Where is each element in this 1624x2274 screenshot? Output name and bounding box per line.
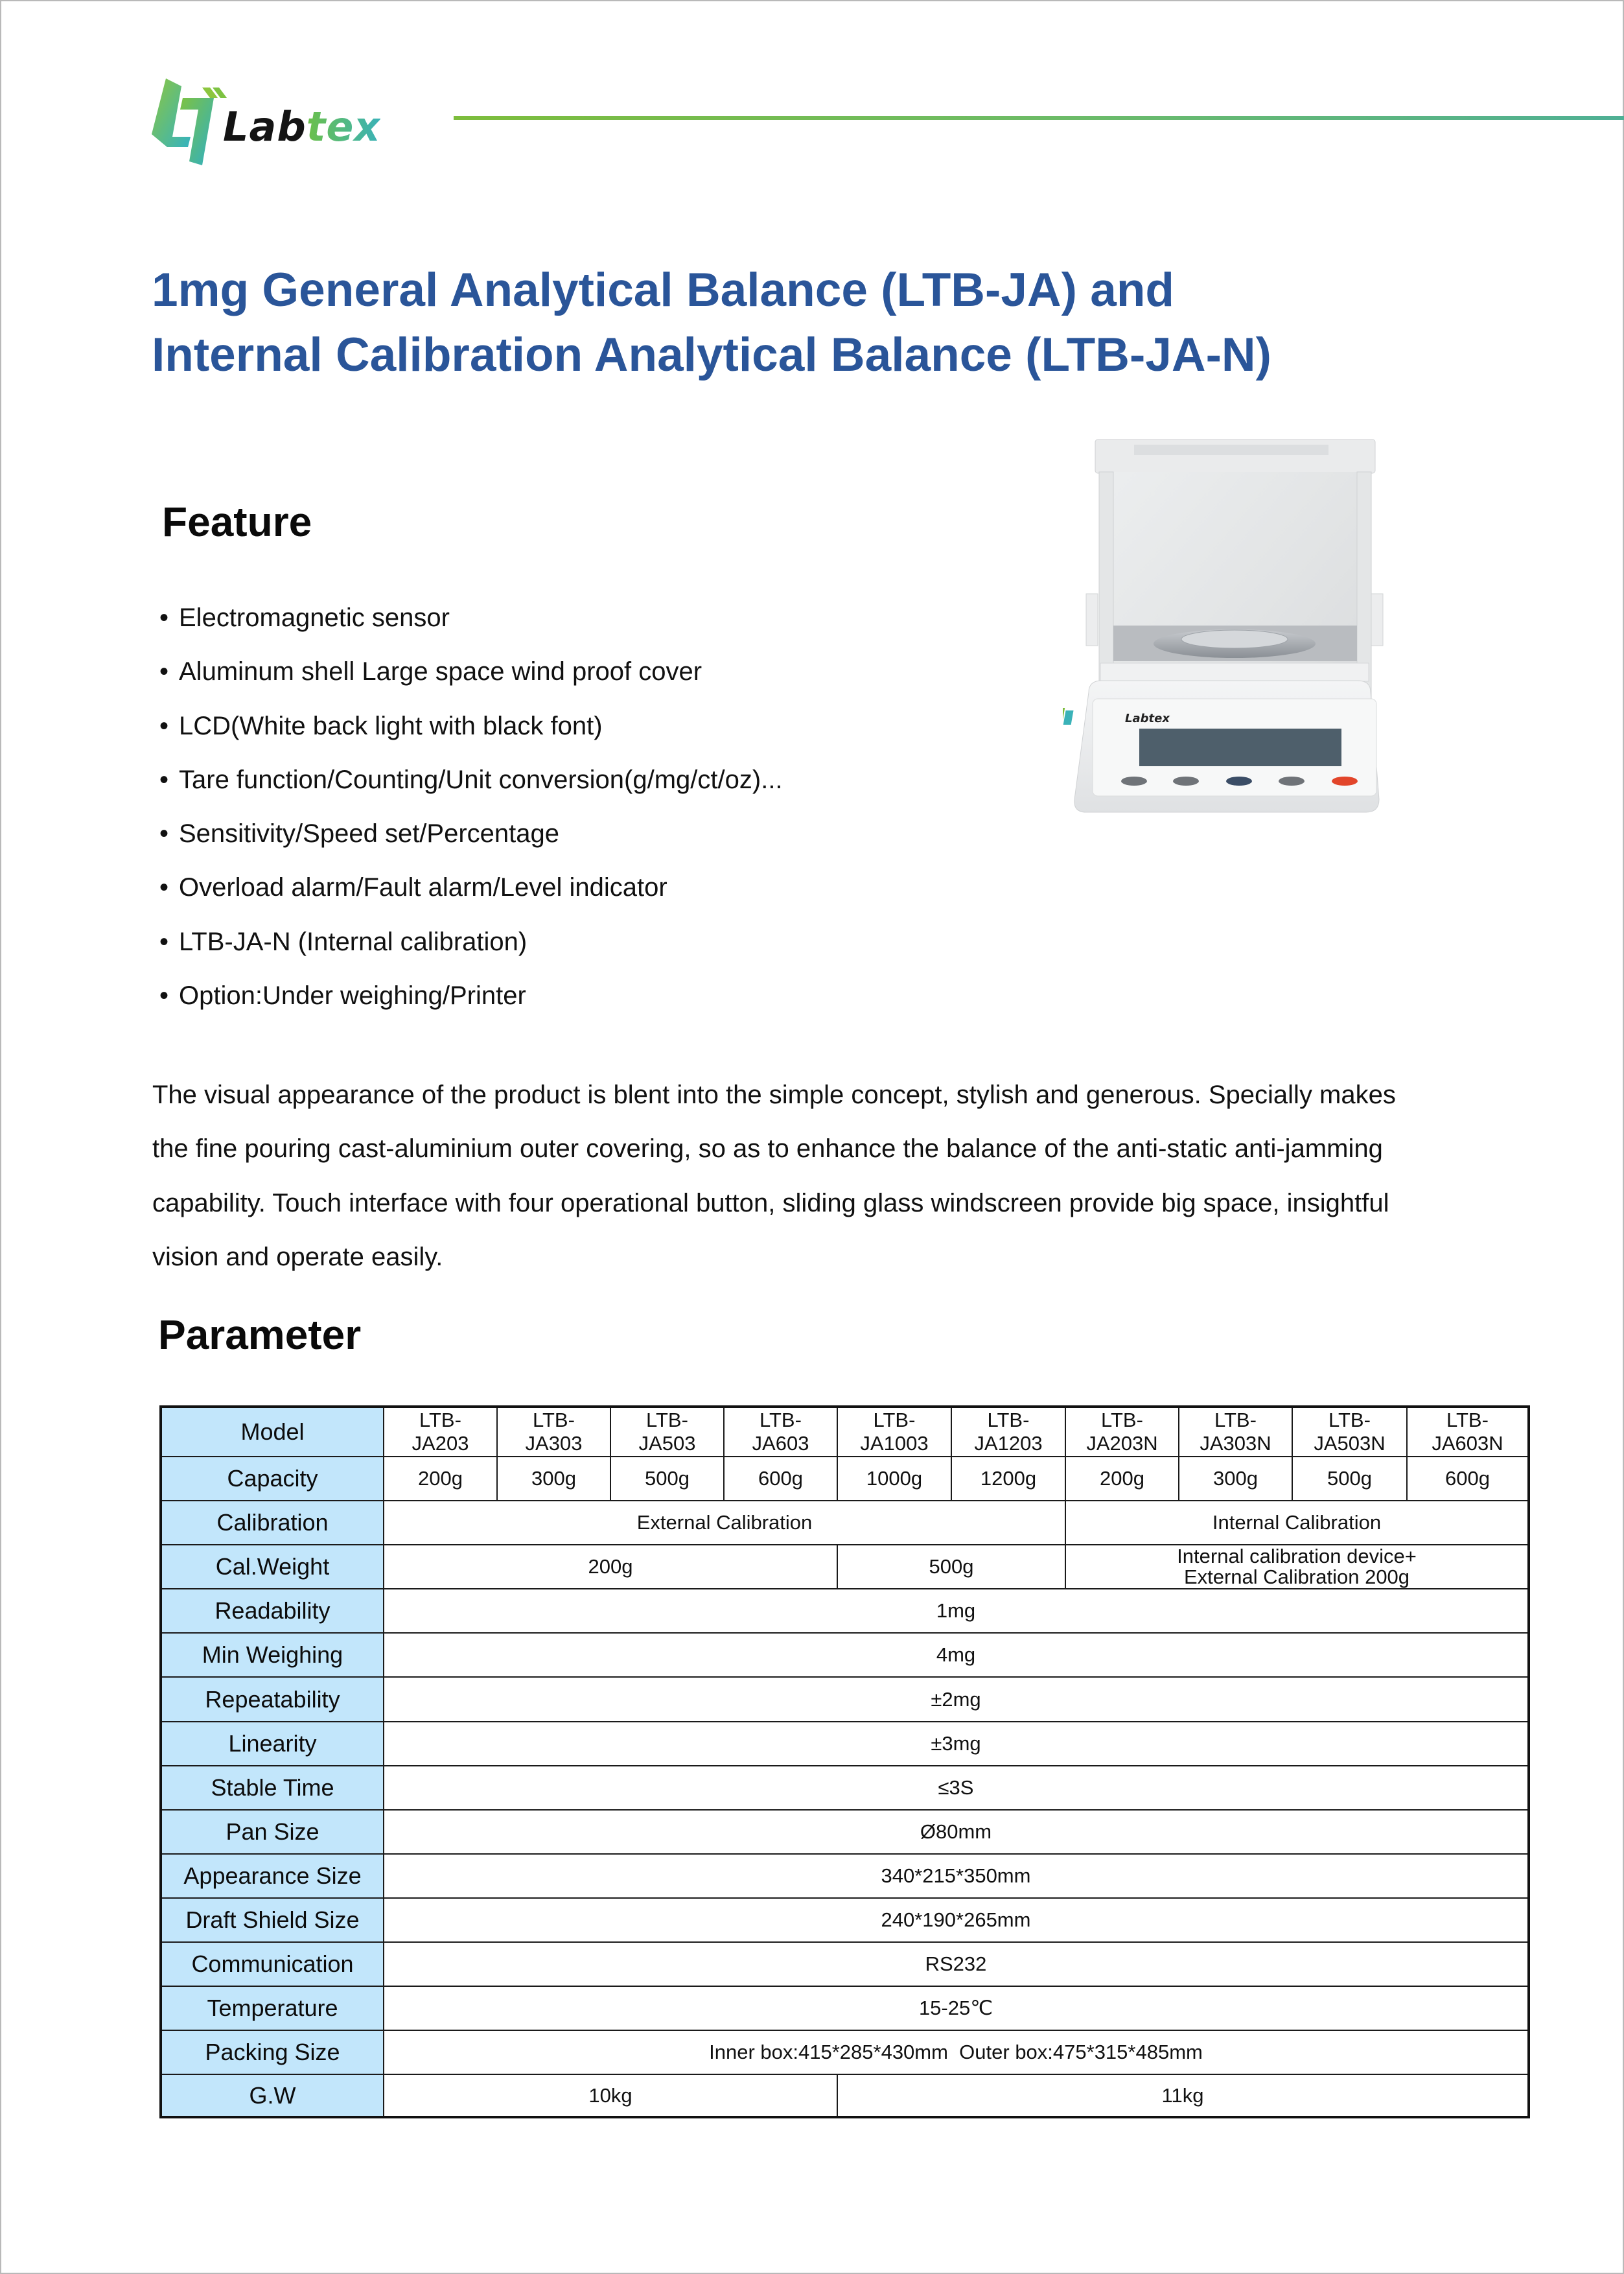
row-label: Readability: [161, 1589, 384, 1633]
capacity-cell: 300g: [1179, 1457, 1292, 1501]
communication-cell: RS232: [384, 1942, 1529, 1986]
logo-mark-icon: [150, 75, 228, 165]
appearance-size-cell: 340*215*350mm: [384, 1854, 1529, 1898]
row-label: Stable Time: [161, 1766, 384, 1810]
parameter-table: [159, 1405, 1530, 2118]
model-cell: LTB- JA1203: [951, 1407, 1065, 1457]
table-row-repeatability: [161, 1677, 1529, 1722]
calibration-external-cell: External Calibration: [384, 1501, 1065, 1545]
model-cell: LTB- JA503: [610, 1407, 724, 1457]
logo-text-accent: tex: [306, 103, 381, 150]
gw-cell: 10kg: [384, 2074, 837, 2117]
labtex-logo: [150, 75, 384, 165]
feature-item: • Overload alarm/Fault alarm/Level indicator: [159, 861, 783, 915]
table-row-stable-time: [161, 1766, 1529, 1810]
feature-heading: Feature: [162, 498, 312, 545]
table-row-packing-size: [161, 2030, 1529, 2074]
description-line: The visual appearance of the product is blent into the simple concept, stylish and generous. Specially makes: [152, 1081, 1396, 1109]
capacity-cell: 300g: [497, 1457, 610, 1501]
feature-item: • Sensitivity/Speed set/Percentage: [159, 807, 783, 861]
table-row-temperature: [161, 1986, 1529, 2030]
logo-text-dark: Lab: [223, 103, 307, 150]
capacity-cell: 200g: [384, 1457, 497, 1501]
feature-item: • LTB-JA-N (Internal calibration): [159, 915, 783, 969]
capacity-cell: 200g: [1065, 1457, 1179, 1501]
cal-weight-cell: 200g: [384, 1545, 837, 1589]
table-row-readability: [161, 1589, 1529, 1633]
feature-list: [159, 591, 783, 1023]
row-label: G.W: [161, 2074, 384, 2117]
min-weighing-cell: 4mg: [384, 1633, 1529, 1677]
cal-weight-cell: 500g: [837, 1545, 1065, 1589]
bullet-icon: •: [159, 981, 169, 1011]
repeatability-cell: ±2mg: [384, 1677, 1529, 1722]
table-row-pan-size: [161, 1810, 1529, 1854]
table-row-cal-weight: [161, 1545, 1529, 1589]
row-label: Communication: [161, 1942, 384, 1986]
bullet-icon: •: [159, 765, 169, 794]
title-line-1: 1mg General Analytical Balance (LTB-JA) and: [152, 264, 1175, 316]
bullet-icon: •: [159, 927, 169, 956]
description-line: vision and operate easily.: [152, 1242, 443, 1271]
feature-item: • LCD(White back light with black font): [159, 699, 783, 753]
table-row-appearance-size: [161, 1854, 1529, 1898]
page-title: [152, 258, 1513, 388]
row-label: Min Weighing: [161, 1633, 384, 1677]
stable-time-cell: ≤3S: [384, 1766, 1529, 1810]
model-cell: LTB- JA1003: [837, 1407, 951, 1457]
row-label: Repeatability: [161, 1677, 384, 1722]
model-cell: LTB- JA303: [497, 1407, 610, 1457]
table-row-communication: [161, 1942, 1529, 1986]
gw-cell: 11kg: [837, 2074, 1529, 2117]
row-label: Linearity: [161, 1722, 384, 1766]
header-divider-line: [454, 116, 1624, 120]
row-label: Calibration: [161, 1501, 384, 1545]
description-line: capability. Touch interface with four operational button, sliding glass windscreen provide big space, insightful: [152, 1188, 1389, 1217]
row-label: Model: [161, 1407, 384, 1457]
bullet-icon: •: [159, 711, 169, 740]
bullet-icon: •: [159, 657, 169, 686]
feature-item: • Option:Under weighing/Printer: [159, 969, 783, 1023]
bullet-icon: •: [159, 873, 169, 902]
title-line-2: Internal Calibration Analytical Balance (LTB-JA-N): [152, 329, 1271, 381]
pan-size-cell: Ø80mm: [384, 1810, 1529, 1854]
temperature-cell: 15-25℃: [384, 1986, 1529, 2030]
capacity-cell: 500g: [1292, 1457, 1407, 1501]
row-label: Pan Size: [161, 1810, 384, 1854]
description-line: the fine pouring cast-aluminium outer covering, so as to enhance the balance of the anti-static anti-jamming: [152, 1134, 1383, 1164]
capacity-cell: 600g: [724, 1457, 837, 1501]
product-image: [1063, 433, 1387, 1016]
feature-item: • Tare function/Counting/Unit conversion(g/mg/ct/oz)...: [159, 753, 783, 807]
parameter-heading: Parameter: [158, 1311, 362, 1358]
row-label: Cal.Weight: [161, 1545, 384, 1589]
table-row-capacity: [161, 1457, 1529, 1501]
feature-item: • Aluminum shell Large space wind proof cover: [159, 645, 783, 699]
row-label: Temperature: [161, 1986, 384, 2030]
packing-size-cell: Inner box:415*285*430mm Outer box:475*315*485mm: [384, 2030, 1529, 2074]
table-row-calibration: [161, 1501, 1529, 1545]
logo-wordmark: [223, 103, 380, 150]
table-row-linearity: [161, 1722, 1529, 1766]
calibration-internal-cell: Internal Calibration: [1065, 1501, 1529, 1545]
bullet-icon: •: [159, 604, 169, 632]
svg-text:Labtex: Labtex: [1125, 712, 1170, 725]
capacity-cell: 1000g: [837, 1457, 951, 1501]
row-label: Draft Shield Size: [161, 1898, 384, 1942]
model-cell: LTB- JA203N: [1065, 1407, 1179, 1457]
capacity-cell: 500g: [610, 1457, 724, 1501]
row-label: Packing Size: [161, 2030, 384, 2074]
table-row-gw: [161, 2074, 1529, 2117]
linearity-cell: ±3mg: [384, 1722, 1529, 1766]
row-label: Appearance Size: [161, 1854, 384, 1898]
analytical-balance-illustration: [1063, 433, 1387, 1016]
capacity-cell: 600g: [1407, 1457, 1529, 1501]
description-paragraph: [152, 1068, 1533, 1284]
table-row-draft-shield-size: [161, 1898, 1529, 1942]
cal-weight-internal-cell: Internal calibration device+ External Calibration 200g: [1065, 1545, 1529, 1589]
model-cell: LTB- JA603N: [1407, 1407, 1529, 1457]
model-cell: LTB- JA603: [724, 1407, 837, 1457]
draft-shield-size-cell: 240*190*265mm: [384, 1898, 1529, 1942]
table-row-min-weighing: [161, 1633, 1529, 1677]
row-label: Capacity: [161, 1457, 384, 1501]
bullet-icon: •: [159, 819, 169, 849]
model-cell: LTB- JA203: [384, 1407, 497, 1457]
capacity-cell: 1200g: [951, 1457, 1065, 1501]
model-cell: LTB- JA303N: [1179, 1407, 1292, 1457]
feature-item: • Electromagnetic sensor: [159, 591, 783, 645]
table-row-model: [161, 1407, 1529, 1457]
model-cell: LTB- JA503N: [1292, 1407, 1407, 1457]
readability-cell: 1mg: [384, 1589, 1529, 1633]
